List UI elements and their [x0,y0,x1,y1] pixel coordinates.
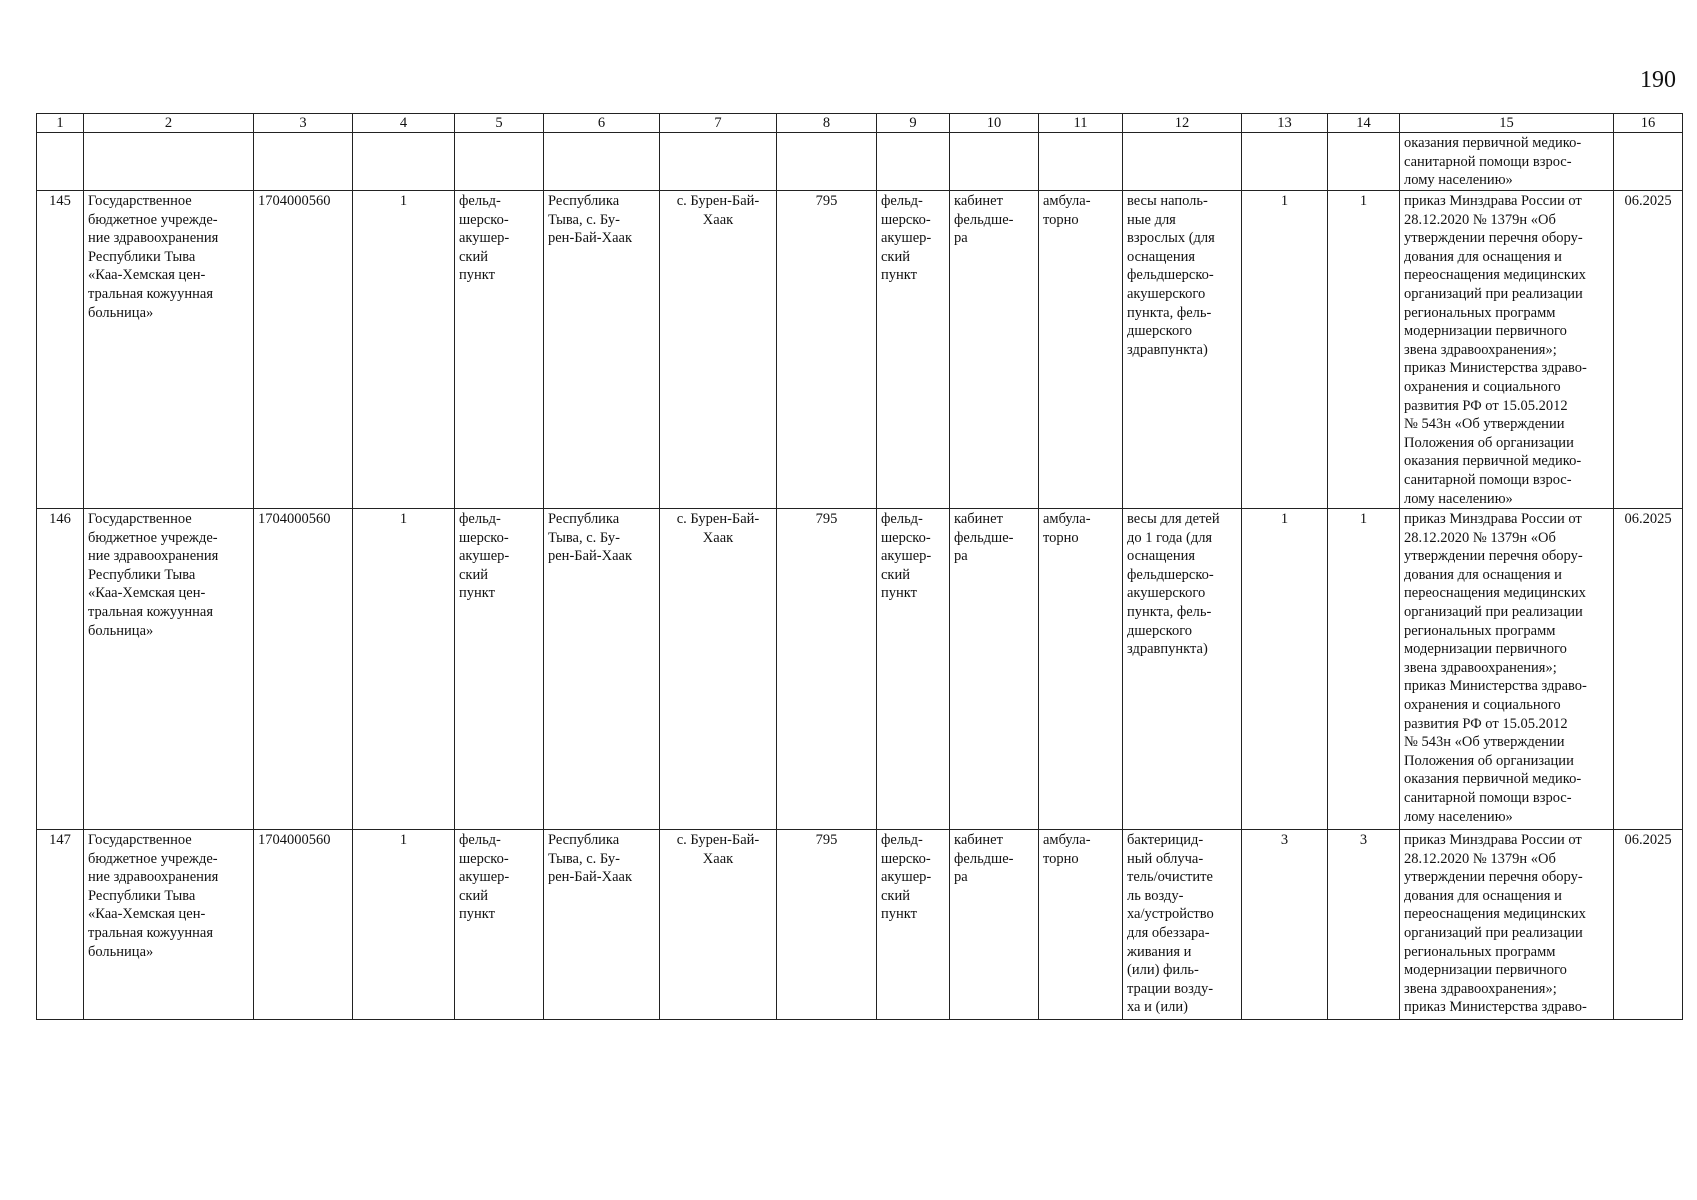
header-cell: 8 [777,114,877,133]
quantity-required: 1 [1242,509,1328,830]
room: кабинет фельдше- ра [950,191,1039,509]
header-cell: 1 [37,114,84,133]
unit-type: фельд- шерско- акушер- ский пункт [877,509,950,830]
header-cell: 10 [950,114,1039,133]
due-date: 06.2025 [1614,830,1683,1020]
settlement: с. Бурен-Бай- Хаак [660,830,777,1020]
legal-basis: приказ Минздрава России от 28.12.2020 № 1379н «Об утверждении перечня обору- дования для оснащения и переоснащения медицинских организаций при реализации региональных программ модернизации первичного звена здравоохранения»; приказ Министерства здраво- охранения и социального развития РФ от 15.05.2012 № 543н «Об утверждении Положения об организации оказания первичной медико- санитарной помощи взрос- лому населению» [1400,191,1614,509]
organization: Государственное бюджетное учрежде- ние здравоохранения Республики Тыва «Каа-Хемская цен- тральная кожуунная больница» [84,191,254,509]
legal-basis: приказ Минздрава России от 28.12.2020 № 1379н «Об утверждении перечня обору- дования для оснащения и переоснащения медицинских организаций при реализации региональных программ модернизации первичного звена здравоохранения»; приказ Министерства здраво- охранения и социального развития РФ от 15.05.2012 № 543н «Об утверждении Положения об организации оказания первичной медико- санитарной помощи взрос- лому населению» [1400,509,1614,830]
facility-type: фельд- шерско- акушер- ский пункт [455,191,544,509]
page-number: 190 [1640,67,1676,93]
unit-type: фельд- шерско- акушер- ский пункт [877,830,950,1020]
org-code: 1704000560 [254,830,353,1020]
quantity-planned: 3 [1328,830,1400,1020]
header-cell: 4 [353,114,455,133]
legal-basis-continuation: оказания первичной медико- санитарной помощи взрос- лому населению» [1400,133,1614,191]
equipment: бактерицид- ный облуча- тель/очистите ль возду- ха/устройство для обеззара- живания и (или) филь- трации возду- ха и (или) [1123,830,1242,1020]
equipment: весы наполь- ные для взрослых (для оснащения фельдшерско- акушерского пункта, фель- дшерского здравпункта) [1123,191,1242,509]
header-cell: 12 [1123,114,1242,133]
org-code: 1704000560 [254,509,353,830]
column-number-row [37,114,1683,133]
due-date: 06.2025 [1614,191,1683,509]
quantity-required: 3 [1242,830,1328,1020]
header-cell: 7 [660,114,777,133]
room: кабинет фельдше- ра [950,830,1039,1020]
quantity-required: 1 [1242,191,1328,509]
row-number: 147 [37,830,84,1020]
legal-basis: приказ Минздрава России от 28.12.2020 № 1379н «Об утверждении перечня обору- дования для оснащения и переоснащения медицинских организаций при реализации региональных программ модернизации первичного звена здравоохранения»; приказ Министерства здраво- [1400,830,1614,1020]
population: 795 [777,830,877,1020]
header-cell: 9 [877,114,950,133]
header-cell: 11 [1039,114,1123,133]
header-cell: 5 [455,114,544,133]
address: Республика Тыва, с. Бу- рен-Бай-Хаак [544,830,660,1020]
continuation-row [37,133,1683,191]
col-4: 1 [353,191,455,509]
row-number: 146 [37,509,84,830]
equipment: весы для детей до 1 года (для оснащения фельдшерско- акушерского пункта, фель- дшерского здравпункта) [1123,509,1242,830]
address: Республика Тыва, с. Бу- рен-Бай-Хаак [544,191,660,509]
settlement: с. Бурен-Бай- Хаак [660,191,777,509]
header-cell: 14 [1328,114,1400,133]
table-row [37,509,1683,830]
facility-type: фельд- шерско- акушер- ский пункт [455,830,544,1020]
settlement: с. Бурен-Бай- Хаак [660,509,777,830]
organization: Государственное бюджетное учрежде- ние здравоохранения Республики Тыва «Каа-Хемская цен- тральная кожуунная больница» [84,509,254,830]
org-code: 1704000560 [254,191,353,509]
header-cell: 13 [1242,114,1328,133]
row-number: 145 [37,191,84,509]
care-condition: амбула- торно [1039,509,1123,830]
header-cell: 3 [254,114,353,133]
quantity-planned: 1 [1328,509,1400,830]
col-4: 1 [353,509,455,830]
organization: Государственное бюджетное учрежде- ние здравоохранения Республики Тыва «Каа-Хемская цен- тральная кожуунная больница» [84,830,254,1020]
header-cell: 16 [1614,114,1683,133]
table-row [37,830,1683,1020]
population: 795 [777,509,877,830]
room: кабинет фельдше- ра [950,509,1039,830]
quantity-planned: 1 [1328,191,1400,509]
equipment-table [36,113,1683,1020]
address: Республика Тыва, с. Бу- рен-Бай-Хаак [544,509,660,830]
care-condition: амбула- торно [1039,191,1123,509]
header-cell: 15 [1400,114,1614,133]
population: 795 [777,191,877,509]
unit-type: фельд- шерско- акушер- ский пункт [877,191,950,509]
table-row [37,191,1683,509]
header-cell: 6 [544,114,660,133]
facility-type: фельд- шерско- акушер- ский пункт [455,509,544,830]
header-cell: 2 [84,114,254,133]
col-4: 1 [353,830,455,1020]
due-date: 06.2025 [1614,509,1683,830]
care-condition: амбула- торно [1039,830,1123,1020]
